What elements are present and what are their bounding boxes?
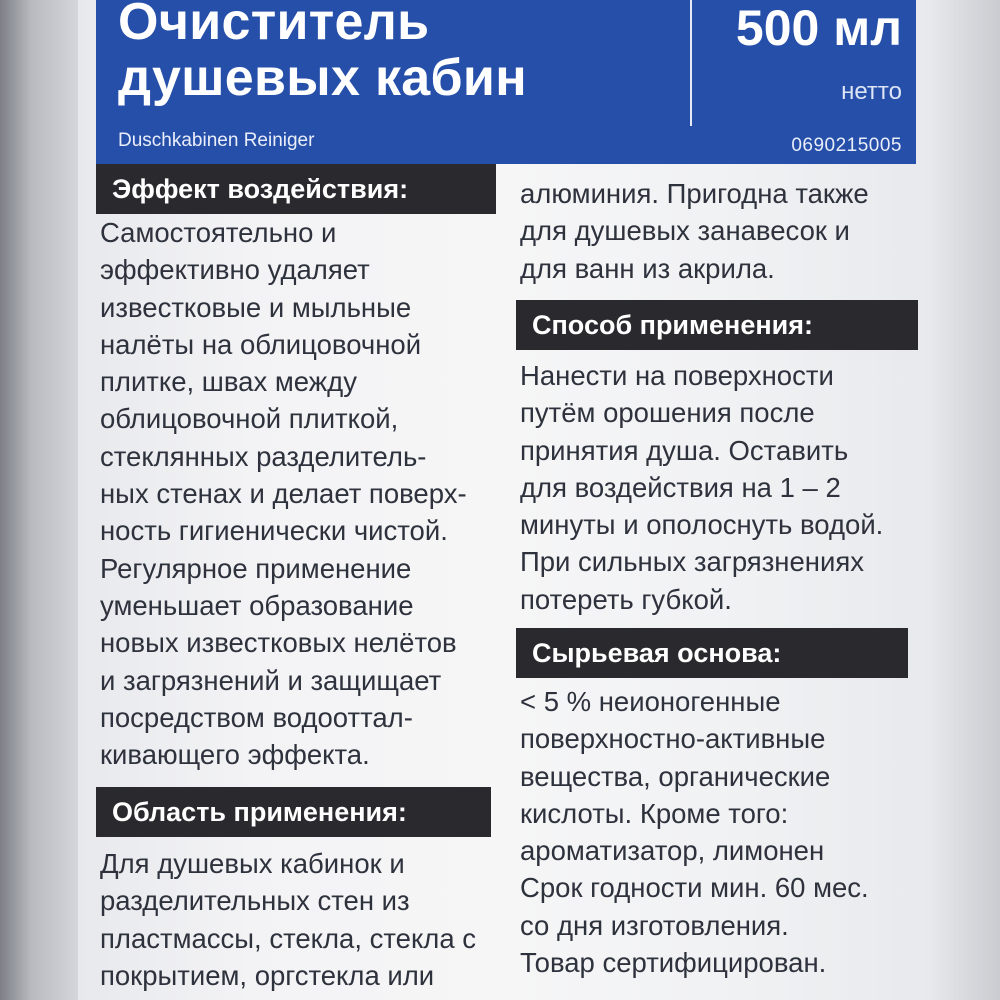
- article-number: 0690215005: [791, 135, 902, 156]
- effect-heading: Эффект воздействия:: [96, 164, 496, 214]
- area-text-continued: алюминия. Пригодна также для душевых занавесок и для ванн из акрила.: [520, 178, 869, 284]
- package-left-edge: [0, 0, 78, 1000]
- usage-text: Нанести на поверхности путём орошения после принятия душа. Оставить для воздействия на 1 – 2 минуты и ополоснуть водой. При сильных загрязнениях потереть губкой.: [520, 360, 884, 615]
- package-right-edge: [930, 0, 1000, 1000]
- product-name: Очиститель душевых кабин: [118, 0, 527, 107]
- product-subtitle: Duschkabinen Reiniger: [118, 130, 315, 151]
- effect-text: Самостоятельно и эффективно удаляет известковые и мыльные налёты на облицовочной плитке, швах между облицовочной плиткой, стеклянных разделитель- ных стенах и делает поверх- ность гигиенически чистой. Регулярное применение уменьшает образование новых известковых нелётов и загрязнений и защищает посредством водооттал- кивающего эффекта.: [100, 217, 467, 771]
- volume: 500 мл: [735, 0, 902, 56]
- usage-heading: Способ применения:: [516, 300, 918, 350]
- netto-label: нетто: [841, 78, 902, 105]
- header-divider: [690, 0, 692, 126]
- area-text: Для душевых кабинок и разделительных стен из пластмассы, стекла, стекла с покрытием, оргстекла или: [100, 848, 477, 991]
- area-heading: Область применения:: [96, 787, 491, 837]
- header-banner: [96, 0, 916, 164]
- composition-heading: Сырьевая основа:: [516, 628, 908, 678]
- composition-text: < 5 % неионогенные поверхностно-активные вещества, органические кислоты. Кроме того: ароматизатор, лимонен Срок годности мин. 60 мес. со дня изготовления. Товар сертифицирован.: [520, 686, 869, 979]
